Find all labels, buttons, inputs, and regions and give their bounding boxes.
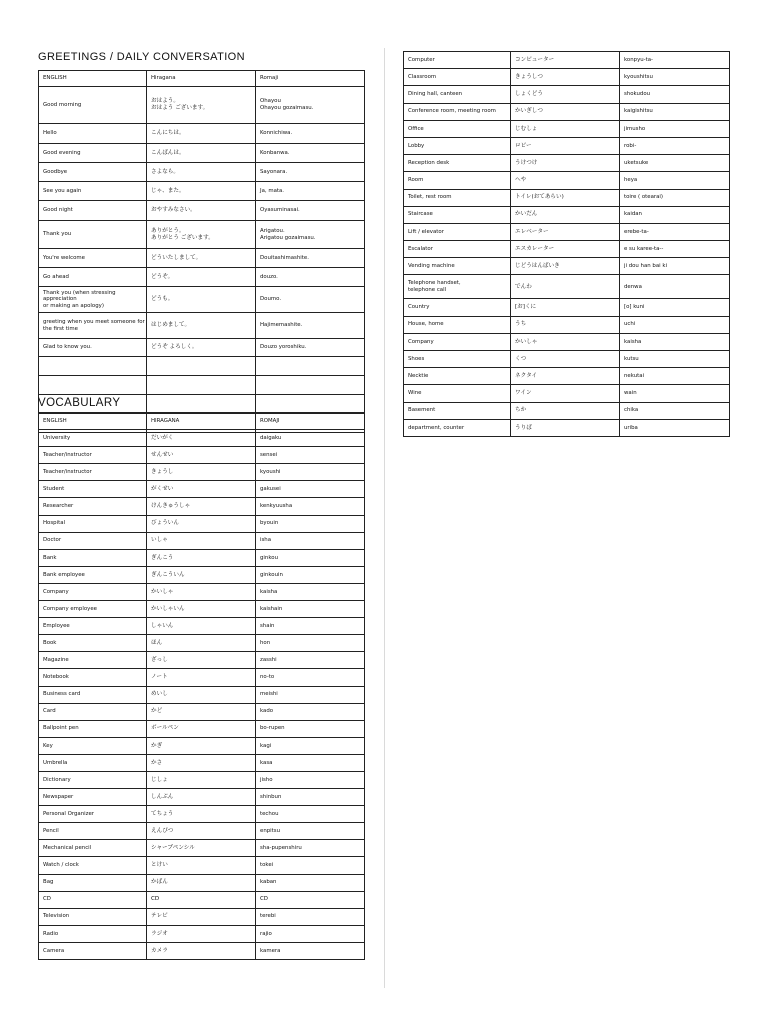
english-cell: Wine	[404, 385, 511, 402]
table-row	[404, 368, 730, 385]
romaji-cell: denwa	[620, 275, 730, 299]
table-row	[39, 430, 365, 447]
table-row	[39, 268, 365, 287]
column-header: HIRAGANA	[147, 413, 256, 430]
english-cell: Lobby	[404, 137, 511, 154]
hiragana-cell: がくせい	[147, 481, 256, 498]
hiragana-cell: しんぶん	[147, 789, 256, 806]
english-cell: Researcher	[39, 498, 147, 515]
hiragana-cell: さよなら。	[147, 163, 256, 182]
english-cell: Television	[39, 908, 147, 925]
romaji-cell: no-to	[256, 669, 365, 686]
table-row	[39, 857, 365, 874]
romaji-cell: Konbanwa.	[256, 144, 365, 163]
romaji-cell: [o] kuni	[620, 299, 730, 316]
romaji-cell: terebi	[256, 908, 365, 925]
table-row	[39, 549, 365, 566]
romaji-cell: bo-rupen	[256, 720, 365, 737]
table-row	[39, 720, 365, 737]
hiragana-cell: かいぎしつ	[511, 103, 620, 120]
hiragana-cell: おやすみなさい。	[147, 201, 256, 221]
hiragana-cell: エレベーター	[511, 223, 620, 240]
hiragana-cell: じむしょ	[511, 120, 620, 137]
table-row	[404, 402, 730, 419]
hiragana-cell: えんぴつ	[147, 823, 256, 840]
english-cell: Bank	[39, 549, 147, 566]
english-cell: Business card	[39, 686, 147, 703]
english-cell: greeting when you meet someone for the first time	[39, 313, 147, 339]
english-cell: department, counter	[404, 419, 511, 436]
hiragana-cell: ノート	[147, 669, 256, 686]
english-cell: University	[39, 430, 147, 447]
hiragana-cell: けんきゅうしゃ	[147, 498, 256, 515]
hiragana-cell: ネクタイ	[511, 368, 620, 385]
romaji-cell: erebe-ta-	[620, 223, 730, 240]
english-cell: Shoes	[404, 351, 511, 368]
table-row	[404, 299, 730, 316]
english-cell: Good evening	[39, 144, 147, 163]
romaji-cell: uketsuke	[620, 155, 730, 172]
romaji-cell: douzo.	[256, 268, 365, 287]
romaji-cell: gakusei	[256, 481, 365, 498]
hiragana-cell: かさ	[147, 754, 256, 771]
english-cell: Newspaper	[39, 789, 147, 806]
hiragana-cell: うち	[511, 316, 620, 333]
table-row	[404, 419, 730, 436]
table-row	[39, 144, 365, 163]
romaji-cell: Sayonara.	[256, 163, 365, 182]
romaji-cell: uchi	[620, 316, 730, 333]
english-cell: Necktie	[404, 368, 511, 385]
table-row	[39, 874, 365, 891]
romaji-cell: byouin	[256, 515, 365, 532]
romaji-cell: toire ( otearai)	[620, 189, 730, 206]
romaji-cell: meishi	[256, 686, 365, 703]
romaji-cell: robi-	[620, 137, 730, 154]
english-cell: Umbrella	[39, 754, 147, 771]
table-row	[39, 515, 365, 532]
hiragana-cell: だいがく	[147, 430, 256, 447]
hiragana-cell: ざっし	[147, 652, 256, 669]
romaji-cell	[256, 395, 365, 414]
romaji-cell: Arigatou. Arigatou gozaimasu.	[256, 221, 365, 249]
hiragana-cell: くつ	[511, 351, 620, 368]
english-cell: Hello	[39, 124, 147, 144]
romaji-cell: shinbun	[256, 789, 365, 806]
hiragana-cell: かぎ	[147, 737, 256, 754]
romaji-cell: enpitsu	[256, 823, 365, 840]
hiragana-cell: トイレ(おてあらい)	[511, 189, 620, 206]
table-row	[39, 840, 365, 857]
table-row	[39, 703, 365, 720]
table-row	[39, 339, 365, 357]
romaji-cell: wain	[620, 385, 730, 402]
hiragana-cell: せんせい	[147, 447, 256, 464]
romaji-cell: daigaku	[256, 430, 365, 447]
romaji-cell: ginkouin	[256, 566, 365, 583]
english-cell: Room	[404, 172, 511, 189]
hiragana-cell: ありがとう。 ありがとう ございます。	[147, 221, 256, 249]
hiragana-cell: かど	[147, 703, 256, 720]
english-cell	[39, 357, 147, 376]
hiragana-cell: ぎんこういん	[147, 566, 256, 583]
table-row	[404, 351, 730, 368]
table-row	[39, 686, 365, 703]
hiragana-cell: へや	[511, 172, 620, 189]
hiragana-cell: ほん	[147, 635, 256, 652]
hiragana-cell: エスカレーター	[511, 241, 620, 258]
hiragana-cell: しょくどう	[511, 86, 620, 103]
table-row	[39, 201, 365, 221]
english-cell: Ballpoint pen	[39, 720, 147, 737]
hiragana-cell: じどうはんばいき	[511, 258, 620, 275]
table-row	[39, 481, 365, 498]
english-cell: Magazine	[39, 652, 147, 669]
hiragana-cell: じゃ、また。	[147, 182, 256, 201]
table-row	[404, 258, 730, 275]
romaji-cell: kaidan	[620, 206, 730, 223]
romaji-cell: kaishain	[256, 601, 365, 618]
romaji-cell: zasshi	[256, 652, 365, 669]
hiragana-cell: どうぞ。	[147, 268, 256, 287]
hiragana-cell: しゃいん	[147, 618, 256, 635]
column-header: Romaji	[256, 71, 365, 87]
romaji-cell: kyoushi	[256, 464, 365, 481]
hiragana-cell	[147, 395, 256, 414]
english-cell: Reception desk	[404, 155, 511, 172]
english-cell: Telephone handset, telephone call	[404, 275, 511, 299]
table-row	[39, 601, 365, 618]
romaji-cell: jisho	[256, 771, 365, 788]
english-cell: Toilet, rest room	[404, 189, 511, 206]
hiragana-cell: ちか	[511, 402, 620, 419]
hiragana-cell: CD	[147, 891, 256, 908]
english-cell: Radio	[39, 925, 147, 942]
english-cell: Student	[39, 481, 147, 498]
romaji-cell: jimusho	[620, 120, 730, 137]
table-row	[39, 806, 365, 823]
romaji-cell: e su karee-ta--	[620, 241, 730, 258]
table-row	[39, 942, 365, 959]
table-row	[39, 163, 365, 182]
english-cell: Lift / elevator	[404, 223, 511, 240]
table-row	[39, 635, 365, 652]
hiragana-cell: でんわ	[511, 275, 620, 299]
english-cell: CD	[39, 891, 147, 908]
greetings-table	[38, 70, 365, 433]
romaji-cell: CD	[256, 891, 365, 908]
romaji-cell: shain	[256, 618, 365, 635]
table-row	[39, 447, 365, 464]
romaji-cell	[256, 376, 365, 395]
table-row	[404, 223, 730, 240]
english-cell: Pencil	[39, 823, 147, 840]
table-row	[39, 464, 365, 481]
hiragana-cell: かいだん	[511, 206, 620, 223]
hiragana-cell: ロビー	[511, 137, 620, 154]
romaji-cell: sensei	[256, 447, 365, 464]
table-row	[404, 333, 730, 350]
column-header: ENGLISH	[39, 413, 147, 430]
english-cell: See you again	[39, 182, 147, 201]
romaji-cell: shokudou	[620, 86, 730, 103]
hiragana-cell: こんにちは。	[147, 124, 256, 144]
english-cell: Company	[39, 583, 147, 600]
english-cell: Dining hall, canteen	[404, 86, 511, 103]
english-cell: Country	[404, 299, 511, 316]
romaji-cell: kyoushitsu	[620, 69, 730, 86]
hiragana-cell: びょういん	[147, 515, 256, 532]
hiragana-cell: [お]くに	[511, 299, 620, 316]
table-row	[404, 275, 730, 299]
table-row	[404, 172, 730, 189]
table-row	[404, 385, 730, 402]
english-cell: Glad to know you.	[39, 339, 147, 357]
hiragana-cell: かばん	[147, 874, 256, 891]
english-cell: Teacher/instructor	[39, 447, 147, 464]
english-cell: Camera	[39, 942, 147, 959]
romaji-cell: Hajimemashite.	[256, 313, 365, 339]
hiragana-cell: じしょ	[147, 771, 256, 788]
hiragana-cell: ラジオ	[147, 925, 256, 942]
english-cell: Escalator	[404, 241, 511, 258]
english-cell: Go ahead	[39, 268, 147, 287]
column-divider	[384, 48, 385, 988]
english-cell: Thank you	[39, 221, 147, 249]
english-cell: Bank employee	[39, 566, 147, 583]
table-header-row	[39, 413, 365, 430]
hiragana-cell: きょうしつ	[511, 69, 620, 86]
table-row	[39, 754, 365, 771]
table-row	[39, 737, 365, 754]
english-cell: Teacher/instructor	[39, 464, 147, 481]
table-row	[39, 249, 365, 268]
romaji-cell: sha-pupenshiru	[256, 840, 365, 857]
hiragana-cell: おはよう。 おはよう ございます。	[147, 87, 256, 124]
english-cell: Company	[404, 333, 511, 350]
english-cell: Card	[39, 703, 147, 720]
table-row	[39, 908, 365, 925]
romaji-cell: kagi	[256, 737, 365, 754]
english-cell: Company employee	[39, 601, 147, 618]
romaji-cell: isha	[256, 532, 365, 549]
hiragana-cell: シャープペンシル	[147, 840, 256, 857]
table-row	[404, 137, 730, 154]
hiragana-cell: めいし	[147, 686, 256, 703]
hiragana-cell	[147, 376, 256, 395]
english-cell: Staircase	[404, 206, 511, 223]
hiragana-cell: こんばんは。	[147, 144, 256, 163]
table-row	[404, 103, 730, 120]
table-row	[39, 287, 365, 313]
hiragana-cell: どうぞ よろしく。	[147, 339, 256, 357]
romaji-cell: Konnichiwa.	[256, 124, 365, 144]
column-header: ROMAJI	[256, 413, 365, 430]
hiragana-cell: うりば	[511, 419, 620, 436]
romaji-cell: hon	[256, 635, 365, 652]
hiragana-cell: かいしゃ	[511, 333, 620, 350]
hiragana-cell: カメラ	[147, 942, 256, 959]
vocabulary-title: VOCABULARY	[38, 397, 121, 409]
greetings-title: GREETINGS / DAILY CONVERSATION	[38, 51, 245, 63]
table-row	[39, 87, 365, 124]
english-cell: Conference room, meeting room	[404, 103, 511, 120]
english-cell: You're welcome	[39, 249, 147, 268]
hiragana-cell: どうも。	[147, 287, 256, 313]
table-row	[39, 566, 365, 583]
english-cell: Notebook	[39, 669, 147, 686]
romaji-cell: uriba	[620, 419, 730, 436]
english-cell: Basement	[404, 402, 511, 419]
romaji-cell: chika	[620, 402, 730, 419]
hiragana-cell: テレビ	[147, 908, 256, 925]
romaji-cell: rajio	[256, 925, 365, 942]
romaji-cell: Oyasuminasai.	[256, 201, 365, 221]
hiragana-cell: ぎんこう	[147, 549, 256, 566]
english-cell: Good night	[39, 201, 147, 221]
table-row	[39, 313, 365, 339]
romaji-cell: nekutai	[620, 368, 730, 385]
table-row	[404, 52, 730, 69]
table-header-row	[39, 71, 365, 87]
romaji-cell: kenkyuusha	[256, 498, 365, 515]
romaji-cell: techou	[256, 806, 365, 823]
english-cell: Thank you (when stressing appreciation or making an apology)	[39, 287, 147, 313]
english-cell: Personal Organizer	[39, 806, 147, 823]
vocabulary-table	[38, 412, 365, 960]
romaji-cell: tokei	[256, 857, 365, 874]
column-header: ENGLISH	[39, 71, 147, 87]
romaji-cell: konpyu-ta-	[620, 52, 730, 69]
english-cell: Bag	[39, 874, 147, 891]
table-row	[39, 891, 365, 908]
romaji-cell: Ohayou Ohayou gozaimasu.	[256, 87, 365, 124]
romaji-cell: Ja, mata.	[256, 182, 365, 201]
english-cell: Office	[404, 120, 511, 137]
hiragana-cell: ボールペン	[147, 720, 256, 737]
table-row	[39, 357, 365, 376]
romaji-cell: ginkou	[256, 549, 365, 566]
table-row	[39, 221, 365, 249]
english-cell: Employee	[39, 618, 147, 635]
english-cell: Vending machine	[404, 258, 511, 275]
hiragana-cell: きょうし	[147, 464, 256, 481]
table-row	[39, 771, 365, 788]
english-cell: House, home	[404, 316, 511, 333]
column-header: Hiragana	[147, 71, 256, 87]
english-cell: Hospital	[39, 515, 147, 532]
romaji-cell	[256, 357, 365, 376]
table-row	[39, 823, 365, 840]
romaji-cell: kaban	[256, 874, 365, 891]
english-cell: Computer	[404, 52, 511, 69]
table-row	[404, 120, 730, 137]
romaji-cell: kutsu	[620, 351, 730, 368]
romaji-cell: kaisha	[620, 333, 730, 350]
table-row	[404, 69, 730, 86]
english-cell: Key	[39, 737, 147, 754]
romaji-cell: Douitashimashite.	[256, 249, 365, 268]
english-cell: Mechanical pencil	[39, 840, 147, 857]
table-row	[404, 206, 730, 223]
romaji-cell: kaisha	[256, 583, 365, 600]
table-row	[39, 652, 365, 669]
table-row	[39, 669, 365, 686]
table-row	[39, 583, 365, 600]
romaji-cell: kado	[256, 703, 365, 720]
english-cell	[39, 376, 147, 395]
table-row	[39, 376, 365, 395]
table-row	[39, 789, 365, 806]
table-row	[39, 182, 365, 201]
hiragana-cell: はじめまして。	[147, 313, 256, 339]
english-cell: Good morning	[39, 87, 147, 124]
table-row	[39, 532, 365, 549]
romaji-cell: kamera	[256, 942, 365, 959]
hiragana-cell: てちょう	[147, 806, 256, 823]
hiragana-cell: かいしゃいん	[147, 601, 256, 618]
table-row	[404, 189, 730, 206]
english-cell: Goodbye	[39, 163, 147, 182]
romaji-cell: Douzo yoroshiku.	[256, 339, 365, 357]
english-cell: Watch / clock	[39, 857, 147, 874]
hiragana-cell: コンピューター	[511, 52, 620, 69]
hiragana-cell	[147, 357, 256, 376]
hiragana-cell: とけい	[147, 857, 256, 874]
table-row	[404, 86, 730, 103]
places-vocabulary-table	[403, 51, 730, 437]
hiragana-cell: かいしゃ	[147, 583, 256, 600]
table-row	[39, 124, 365, 144]
romaji-cell: kaigishitsu	[620, 103, 730, 120]
hiragana-cell: いしゃ	[147, 532, 256, 549]
hiragana-cell: ワイン	[511, 385, 620, 402]
table-row	[404, 316, 730, 333]
english-cell: Doctor	[39, 532, 147, 549]
hiragana-cell: うけつけ	[511, 155, 620, 172]
table-row	[404, 155, 730, 172]
table-row	[39, 618, 365, 635]
romaji-cell: kasa	[256, 754, 365, 771]
romaji-cell: ji dou han bai ki	[620, 258, 730, 275]
romaji-cell: Doumo.	[256, 287, 365, 313]
english-cell: Book	[39, 635, 147, 652]
hiragana-cell: どういたしまして。	[147, 249, 256, 268]
romaji-cell: heya	[620, 172, 730, 189]
table-row	[39, 925, 365, 942]
english-cell: Dictionary	[39, 771, 147, 788]
english-cell: Classroom	[404, 69, 511, 86]
table-row	[404, 241, 730, 258]
table-row	[39, 498, 365, 515]
